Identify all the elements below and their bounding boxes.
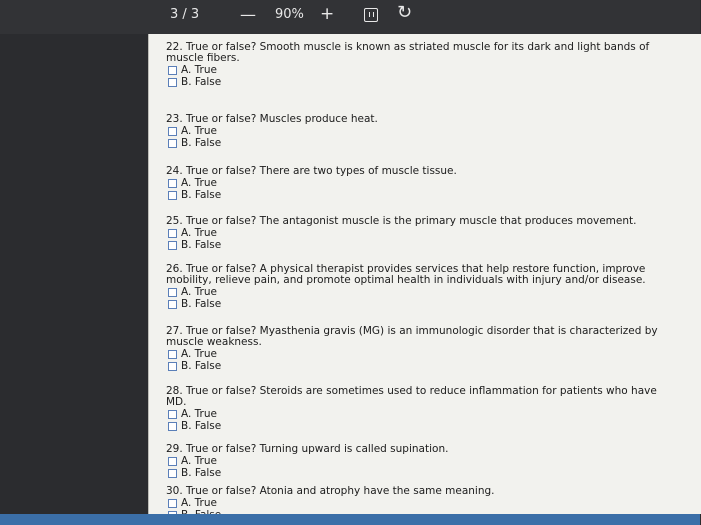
checkbox[interactable] xyxy=(168,350,177,359)
checkbox[interactable] xyxy=(168,300,177,309)
question-23 xyxy=(166,114,666,149)
question-text: 25. True or false? The antagonist muscle is the primary muscle that produces movement. xyxy=(166,215,637,227)
option-label: A. True xyxy=(181,125,217,137)
option-a[interactable] xyxy=(168,125,666,137)
question-26 xyxy=(166,264,666,310)
checkbox[interactable] xyxy=(168,179,177,188)
question-text: 26. True or false? A physical therapist provides services that help restore function, improve mobility, relieve pain, and promote optimal health in individuals with injury and/or disease. xyxy=(166,263,646,286)
option-b[interactable] xyxy=(168,360,666,372)
option-a[interactable] xyxy=(168,177,666,189)
checkbox[interactable] xyxy=(168,457,177,466)
option-b[interactable] xyxy=(168,189,666,201)
question-text: 30. True or false? Atonia and atrophy have the same meaning. xyxy=(166,485,495,497)
checkbox[interactable] xyxy=(168,127,177,136)
option-a[interactable] xyxy=(168,64,666,76)
zoom-level: 90% xyxy=(275,7,304,22)
option-a[interactable] xyxy=(168,408,666,420)
question-text: 23. True or false? Muscles produce heat. xyxy=(166,113,378,125)
question-text: 28. True or false? Steroids are sometimes used to reduce inflammation for patients who have MD. xyxy=(166,385,657,408)
checkbox[interactable] xyxy=(168,469,177,478)
option-b[interactable] xyxy=(168,76,666,88)
option-label: B. False xyxy=(181,76,222,88)
option-a[interactable] xyxy=(168,497,666,509)
checkbox[interactable] xyxy=(168,410,177,419)
option-label: A. True xyxy=(181,408,217,420)
pdf-toolbar xyxy=(0,0,700,34)
zoom-in-button[interactable]: + xyxy=(320,4,335,24)
option-label: A. True xyxy=(181,497,217,509)
checkbox[interactable] xyxy=(168,66,177,75)
checkbox[interactable] xyxy=(168,241,177,250)
option-label: B. False xyxy=(181,239,222,251)
option-label: A. True xyxy=(181,64,217,76)
option-b[interactable] xyxy=(168,239,666,251)
document-page xyxy=(148,34,701,514)
checkbox[interactable] xyxy=(168,139,177,148)
checkbox[interactable] xyxy=(168,229,177,238)
option-label: A. True xyxy=(181,348,217,360)
page-counter: 3 / 3 xyxy=(170,7,200,22)
checkbox[interactable] xyxy=(168,362,177,371)
option-label: B. False xyxy=(181,467,222,479)
option-b[interactable] xyxy=(168,137,666,149)
option-label: B. False xyxy=(181,420,222,432)
option-label: A. True xyxy=(181,286,217,298)
option-label: B. False xyxy=(181,137,222,149)
question-27 xyxy=(166,326,666,372)
option-b[interactable] xyxy=(168,467,666,479)
question-29 xyxy=(166,444,666,479)
fit-page-icon[interactable] xyxy=(364,8,378,22)
option-a[interactable] xyxy=(168,286,666,298)
checkbox[interactable] xyxy=(168,288,177,297)
option-b[interactable] xyxy=(168,298,666,310)
option-label: B. False xyxy=(181,360,222,372)
option-label: B. False xyxy=(181,298,222,310)
option-label: A. True xyxy=(181,227,217,239)
question-22 xyxy=(166,42,666,88)
checkbox[interactable] xyxy=(168,78,177,87)
option-label: A. True xyxy=(181,455,217,467)
option-label: A. True xyxy=(181,177,217,189)
option-a[interactable] xyxy=(168,348,666,360)
question-text: 27. True or false? Myasthenia gravis (MG) is an immunologic disorder that is characterized by muscle weakness. xyxy=(166,325,658,348)
question-28 xyxy=(166,386,666,432)
question-24 xyxy=(166,166,666,201)
option-label: B. False xyxy=(181,189,222,201)
checkbox[interactable] xyxy=(168,422,177,431)
viewer-background xyxy=(0,34,148,514)
rotate-icon[interactable]: ↻ xyxy=(397,2,413,23)
taskbar xyxy=(0,514,700,525)
question-text: 29. True or false? Turning upward is called supination. xyxy=(166,443,449,455)
checkbox[interactable] xyxy=(168,499,177,508)
option-a[interactable] xyxy=(168,455,666,467)
checkbox[interactable] xyxy=(168,191,177,200)
option-b[interactable] xyxy=(168,420,666,432)
zoom-out-button[interactable]: — xyxy=(240,5,256,24)
option-a[interactable] xyxy=(168,227,666,239)
question-text: 24. True or false? There are two types of muscle tissue. xyxy=(166,165,457,177)
question-25 xyxy=(166,216,666,251)
question-text: 22. True or false? Smooth muscle is known as striated muscle for its dark and light bands of muscle fibers. xyxy=(166,41,650,64)
